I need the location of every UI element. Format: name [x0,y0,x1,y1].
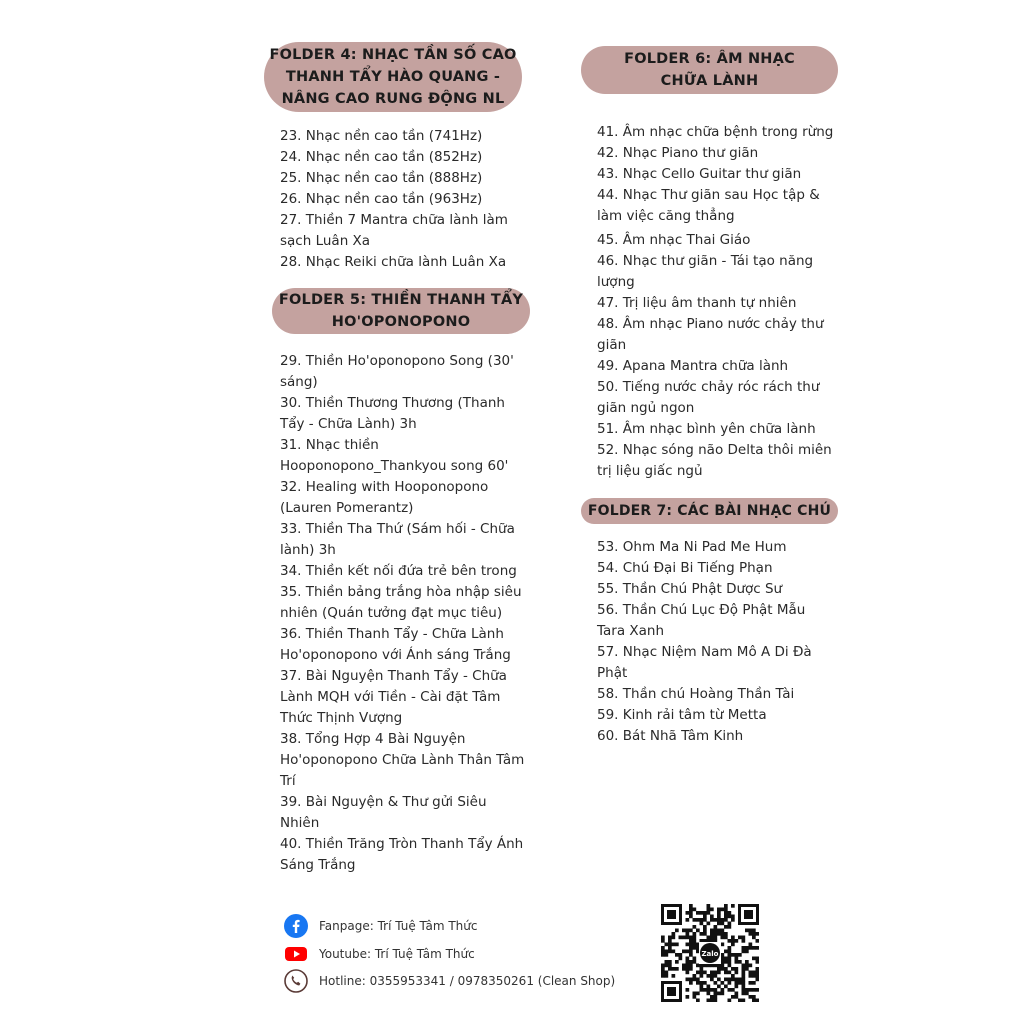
list-item: 44. Nhạc Thư giãn sau Học tập & làm việc căng thẳng [597,187,820,224]
list-item: 56. Thần Chú Lục Độ Phật Mẫu Tara Xanh [597,602,806,639]
folder-5-list [280,351,530,876]
youtube-label: Youtube: Trí Tuệ Tâm Thức [319,947,475,961]
list-item: 49. Apana Mantra chữa lành [597,358,789,374]
fanpage-label: Fanpage: Trí Tuệ Tâm Thức [319,919,478,933]
folder-7-header: FOLDER 7: CÁC BÀI NHẠC CHÚ [581,498,838,524]
list-item: 41. Âm nhạc chữa bệnh trong rừng [597,124,834,140]
list-item: 25. Nhạc nền cao tần (888Hz) [280,170,483,186]
list-item: 51. Âm nhạc bình yên chữa lành [597,421,816,437]
list-item: 30. Thiền Thương Thương (Thanh Tẩy - Chữa Lành) 3h [280,395,505,432]
list-item: 55. Thần Chú Phật Dược Sư [597,581,783,597]
list-item: 27. Thiền 7 Mantra chữa lành làm sạch Luân Xa [280,212,508,249]
list-item: 48. Âm nhạc Piano nước chảy thư giãn [597,316,824,353]
list-item: 28. Nhạc Reiki chữa lành Luân Xa [280,254,507,270]
list-item: 54. Chú Đại Bi Tiếng Phạn [597,560,773,576]
folder-6-header: FOLDER 6: ÂM NHẠC CHỮA LÀNH [581,46,838,94]
list-item: 42. Nhạc Piano thư giãn [597,145,759,161]
list-item: 58. Thần chú Hoàng Thần Tài [597,686,795,702]
youtube-icon [283,941,309,967]
list-item: 32. Healing with Hooponopono (Lauren Pomerantz) [280,479,489,516]
list-item: 52. Nhạc sóng não Delta thôi miên trị liệu giấc ngủ [597,442,832,479]
folder-5-header: FOLDER 5: THIỀN THANH TẨY HO'OPONOPONO [272,288,530,334]
fanpage-contact[interactable] [283,914,623,938]
list-item: 50. Tiếng nước chảy róc rách thư giãn ngủ ngon [597,379,820,416]
list-item: 47. Trị liệu âm thanh tự nhiên [597,295,797,311]
hotline-label: Hotline: 0355953341 / 0978350261 (Clean Shop) [319,974,616,988]
list-item: 36. Thiền Thanh Tẩy - Chữa Lành Ho'oponopono với Ánh sáng Trắng [280,626,511,663]
list-item: 23. Nhạc nền cao tần (741Hz) [280,128,483,144]
phone-icon [283,968,309,994]
list-item: 57. Nhạc Niệm Nam Mô A Di Đà Phật [597,644,812,681]
folder-4-header: FOLDER 4: NHẠC TẦN SỐ CAO THANH TẨY HÀO QUANG - NÂNG CAO RUNG ĐỘNG NL [264,42,522,112]
list-item: 53. Ohm Ma Ni Pad Me Hum [597,539,787,555]
folder-7-list [597,537,837,747]
list-item: 43. Nhạc Cello Guitar thư giãn [597,166,802,182]
facebook-icon [283,913,309,939]
hotline-contact[interactable] [283,969,623,993]
folder-6-list [597,122,842,482]
list-item: 37. Bài Nguyện Thanh Tẩy - Chữa Lành MQH với Tiền - Cài đặt Tâm Thức Thịnh Vượng [280,668,507,726]
zalo-qr-code [661,904,759,1002]
list-item: 34. Thiền kết nối đứa trẻ bên trong [280,563,517,579]
list-item: 60. Bát Nhã Tâm Kinh [597,728,744,744]
list-item: 26. Nhạc nền cao tần (963Hz) [280,191,483,207]
list-item: 45. Âm nhạc Thai Giáo [597,232,751,248]
list-item: 29. Thiền Ho'oponopono Song (30' sáng) [280,353,514,390]
folder-4-list [280,126,525,273]
list-item: 24. Nhạc nền cao tần (852Hz) [280,149,483,165]
list-item: 40. Thiền Trăng Tròn Thanh Tẩy Ánh Sáng Trắng [280,836,524,873]
youtube-contact[interactable] [283,942,623,966]
list-item: 46. Nhạc thư giãn - Tái tạo năng lượng [597,253,814,290]
list-item: 35. Thiền bảng trắng hòa nhập siêu nhiên (Quán tưởng đạt mục tiêu) [280,584,522,621]
list-item: 39. Bài Nguyện & Thư gửi Siêu Nhiên [280,794,487,831]
list-item: 33. Thiền Tha Thứ (Sám hối - Chữa lành) 3h [280,521,515,558]
list-item: 31. Nhạc thiền Hooponopono_Thankyou song 60' [280,437,509,474]
list-item: 59. Kinh rải tâm từ Metta [597,707,767,723]
zalo-logo-label: Zalo [701,950,719,958]
list-item: 38. Tổng Hợp 4 Bài Nguyện Ho'oponopono Chữa Lành Thân Tâm Trí [280,731,525,789]
